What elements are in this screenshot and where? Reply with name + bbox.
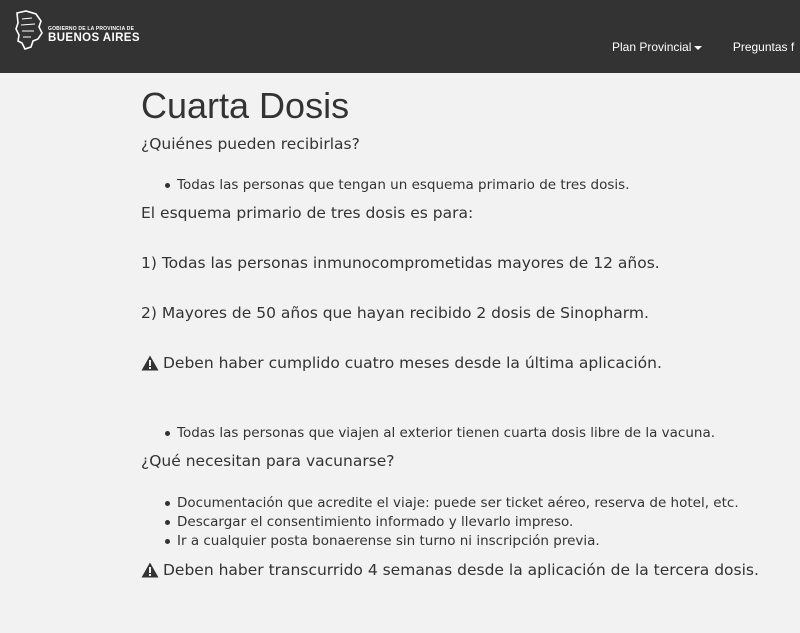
- scheme-item-1: 1) Todas las personas inmunocomprometidas mayores de 12 años.: [141, 254, 660, 272]
- nav-preguntas-label: Preguntas f: [732, 40, 795, 54]
- warning-note-1: [141, 354, 791, 372]
- requirements-list: [141, 494, 791, 551]
- nav-preguntas[interactable]: [733, 40, 794, 54]
- warning-triangle-icon: [141, 562, 159, 578]
- list-item: Descargar el consentimiento informado y llevarlo impreso.: [141, 513, 791, 532]
- scheme-intro: El esquema primario de tres dosis es para:: [141, 204, 474, 222]
- main-nav: [612, 38, 800, 56]
- list-item: Todas las personas que tengan un esquema primario de tres dosis.: [141, 176, 791, 195]
- logo-title: BUENOS AIRES: [48, 32, 140, 44]
- warning-text: Deben haber transcurrido 4 semanas desde la aplicación de la tercera dosis.: [163, 561, 759, 579]
- logo-subtitle: GOBIERNO DE LA PROVINCIA DE: [48, 26, 135, 32]
- caret-down-icon: [694, 46, 702, 50]
- scheme-item-2: 2) Mayores de 50 años que hayan recibido 2 dosis de Sinopharm.: [141, 304, 649, 322]
- top-header: [0, 0, 800, 73]
- eligibility-list: [141, 176, 791, 195]
- nav-plan-provincial-label: Plan Provincial: [612, 40, 692, 54]
- list-item: Ir a cualquier posta bonaerense sin turno ni inscripción previa.: [141, 532, 791, 551]
- question-requirements: ¿Qué necesitan para vacunarse?: [141, 452, 395, 470]
- nav-plan-provincial[interactable]: [612, 40, 702, 54]
- main-content: [141, 84, 791, 579]
- warning-triangle-icon: [141, 355, 159, 371]
- warning-note-2: [141, 561, 791, 579]
- province-map-emblem-icon: [14, 9, 44, 51]
- warning-text: Deben haber cumplido cuatro meses desde la última aplicación.: [163, 354, 662, 372]
- list-item: Todas las personas que viajen al exterior tienen cuarta dosis libre de la vacuna.: [141, 424, 791, 443]
- question-who: ¿Quiénes pueden recibirlas?: [141, 135, 360, 153]
- list-item: Documentación que acredite el viaje: puede ser ticket aéreo, reserva de hotel, etc.: [141, 494, 791, 513]
- traveler-list: [141, 424, 791, 443]
- province-logo[interactable]: [14, 9, 140, 51]
- page-title: Cuarta Dosis: [141, 85, 350, 126]
